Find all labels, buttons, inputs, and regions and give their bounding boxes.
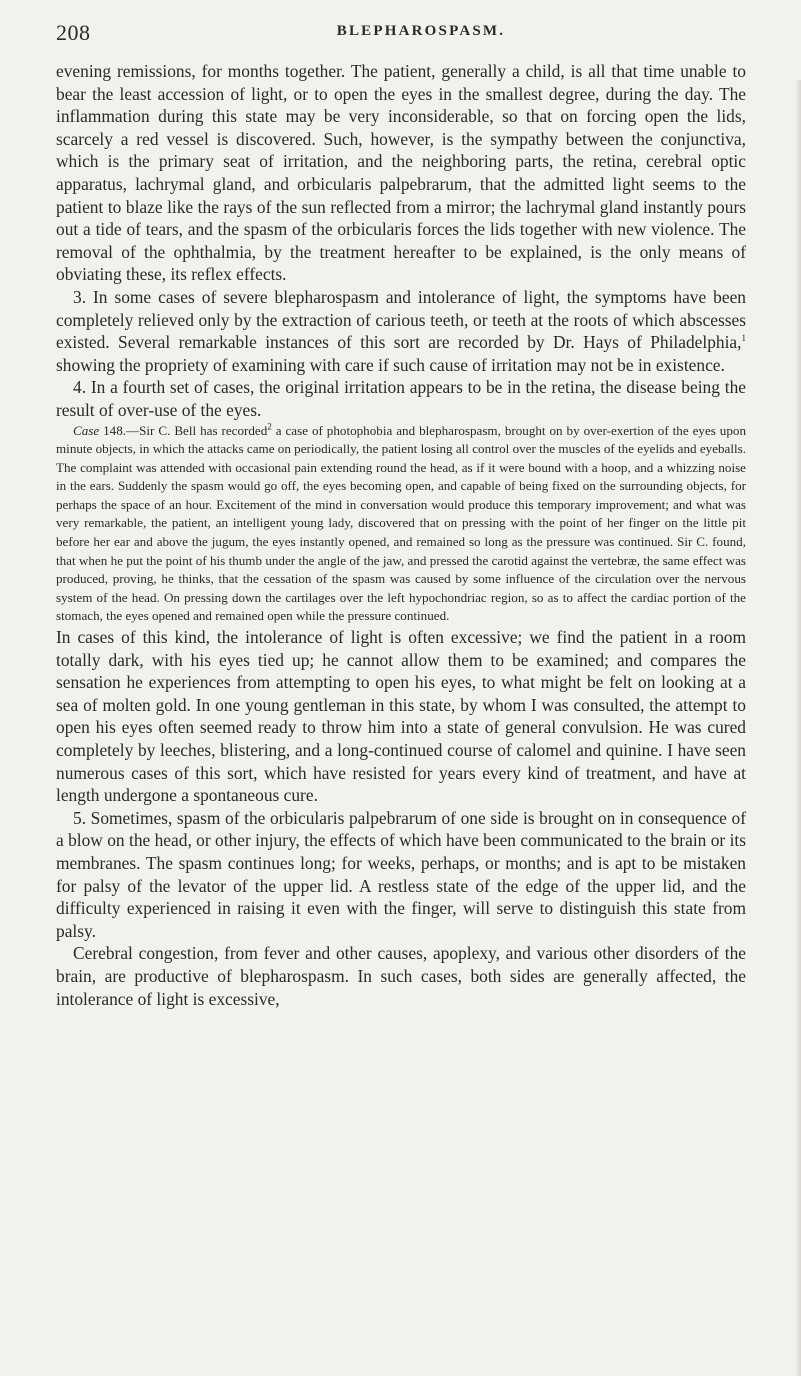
- case-148-text-cont: a case of photophobia and blepharospasm, brought on by over-exertion of the eyes upon minute objects, in which the attacks came on periodically, the patient losing all control over the muscles of the eyelids and eyeballs. The complaint was attended with occasional pain extending round the head, as if it were bound with a hoop, and a whizzing noise in the ears. Suddenly the spasm would go off, the eyes becoming open, and capable of being fixed on the surrounding objects, for perhaps the space of an hour. Excitement of the mind in conversation would produce this temporary improvement; and what was very remarkable, the patient, an intelligent young lady, discovered that on pressing with the point of her finger on the little pit before her ear and above the jugum, the eyes instantly opened, and remained so long as the pressure was continued. Sir C. found, that when he put the point of his thumb under the angle of the jaw, and pressed the carotid against the vertebræ, the same effect was produced, proving, he thinks, that the cessation of the spasm was caused by some influence of the circulation over the nervous system of the head. On pressing down the cartilages over the left hypochondriac region, so as to affect the cardiac portion of the stomach, the eyes opened and remained open while the pressure continued.: [56, 422, 747, 624]
- paragraph-5: 5. Sometimes, spasm of the orbicularis palpebrarum of one side is brought on in consequence of a blow on the head, or other injury, the effects of which have been communicated to the brain or its membranes. The spasm continues long; for weeks, perhaps, or months; and is apt to be mistaken for palsy of the levator of the upper lid. A restless state of the edge of the upper lid, and the difficulty experienced in raising it even with the finger, will serve to distinguish this state from palsy.: [56, 807, 746, 941]
- paragraph-3-text-cont: showing the propriety of examining with care if such cause of irritation may not be in existence.: [56, 354, 725, 375]
- case-148-text: —Sir C. Bell has recorded: [126, 422, 268, 438]
- paragraph-3-text: 3. In some cases of severe blepharospasm and intolerance of light, the symptoms have been completely relieved only by the extraction of carious teeth, or teeth at the roots of which abscesses existed. Several remarkable instances of this sort are recorded by Dr. Hays of Philadelphia,: [56, 286, 746, 353]
- paragraph-4: 4. In a fourth set of cases, the original irritation appears to be in the retina, the disease being the result of over-use of the eyes.: [56, 377, 746, 420]
- paragraph-cases: In cases of this kind, the intolerance of light is often excessive; we find the patient in a room totally dark, with his eyes tied up; he cannot allow them to be examined; and compares the sensation he experiences from attempting to open his eyes, to what might be felt on looking at a sea of molten gold. In one young gentleman in this state, by whom I was consulted, the attempt to open his eyes often seemed ready to throw him into a state of general convulsion. He was cured completely by leeches, blistering, and a long-continued course of calomel and quinine. I have seen numerous cases of this sort, which have resisted for years every kind of treatment, and have at length undergone a spontaneous cure.: [56, 627, 746, 806]
- running-title: BLEPHAROSPASM.: [336, 23, 506, 39]
- page-number: 208: [56, 20, 91, 45]
- footnote-marker-1: 1: [741, 333, 746, 344]
- paragraph-3: [56, 286, 746, 376]
- page-header: [56, 20, 746, 44]
- body-text: [56, 60, 746, 1010]
- case-148: [56, 422, 746, 627]
- paragraph-opening: evening remissions, for months together. The patient, generally a child, is all that time unable to bear the least accession of light, or to open the eyes in the smallest degree, during the day. The inflammation during this state may be very inconsiderable, so that on forcing open the lids, scarcely a red vessel is discovered. Such, however, is the sympathy between the conjunctiva, which is the primary seat of irritation, and the neighboring parts, the retina, cerebral optic apparatus, lachrymal gland, and orbicularis palpebrarum, that the admitted light seems to the patient to blaze like the rays of the sun reflected from a mirror; the lachrymal gland instantly pours out a tide of tears, and the spasm of the orbicularis forces the lids together with new violence. The removal of the ophthalmia, by the treatment hereafter to be explained, is the only means of obviating these, its reflex effects.: [56, 61, 746, 285]
- page-edge-shadow: [795, 80, 801, 1376]
- paragraph-cerebral: Cerebral congestion, from fever and other causes, apoplexy, and various other disorders of the brain, are productive of blepharospasm. In such cases, both sides are generally affected, the intolerance of light is excessive,: [56, 943, 746, 1009]
- case-label: Case: [73, 422, 100, 438]
- footnote-marker-2: 2: [267, 421, 272, 432]
- case-number: 148.: [99, 422, 127, 438]
